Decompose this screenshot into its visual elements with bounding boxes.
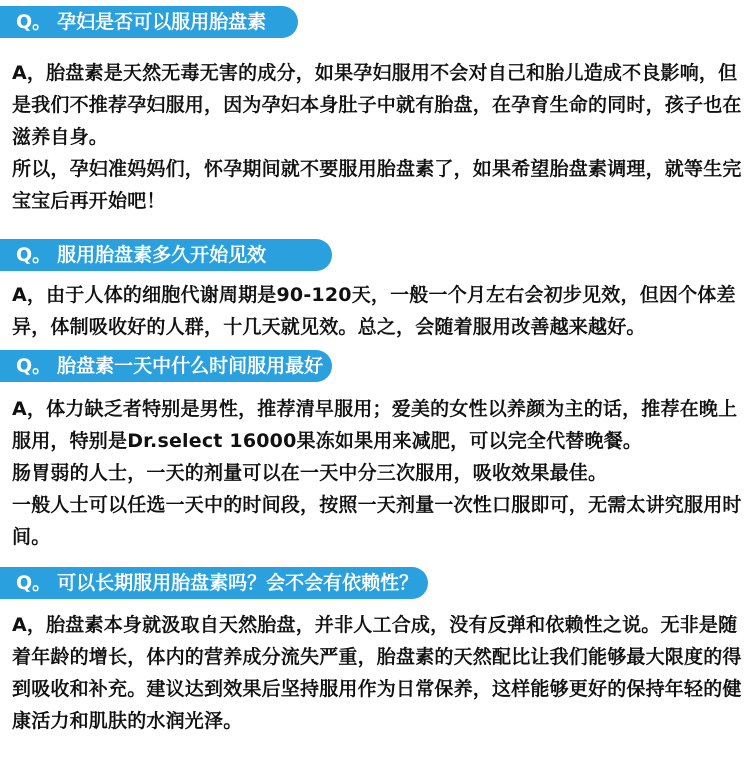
question-banner-2: [0, 239, 332, 271]
answer-3-paragraph-2: 肠胃弱的人士，一天的剂量可以在一天中分三次服用，吸收效果最佳。: [12, 462, 608, 484]
question-text-2: 服用胎盘素多久开始见效: [57, 244, 267, 266]
answer-3-paragraph-3: 一般人士可以任选一天中的时间段，按照一天剂量一次性口服即可，无需太讲究服用时间。: [12, 494, 742, 548]
answer-4: [12, 609, 744, 737]
question-banner-1: [0, 6, 298, 38]
question-mark-3: Q。: [16, 355, 52, 377]
answer-1: [12, 57, 744, 217]
answer-1-paragraph-1: A，胎盘素是天然无毒无害的成分，如果孕妇服用不会对自己和胎儿造成不良影响，但是我们不推荐孕妇服用，因为孕妇本身肚子中就有胎盘，在孕育生命的同时，孩子也在滋养自身。: [12, 62, 742, 148]
question-text-4: 可以长期服用胎盘素吗？会不会有依赖性？: [57, 572, 419, 594]
answer-2-paragraph-1: A，由于人体的细胞代谢周期是90-120天，一般一个月左右会初步见效，但因个体差异，体制吸收好的人群，十几天就见效。总之，会随着服用改善越来越好。: [12, 284, 736, 338]
question-mark-1: Q。: [16, 11, 52, 33]
question-mark-2: Q。: [16, 244, 52, 266]
answer-3-paragraph-1: A，体力缺乏者特别是男性，推荐清早服用；爱美的女性以养颜为主的话，推荐在晚上服用，特别是Dr.select 16000果冻如果用来减肥，可以完全代替晚餐。: [12, 398, 738, 452]
answer-2: [12, 279, 744, 343]
question-banner-3: [0, 350, 332, 382]
question-text-1: 孕妇是否可以服用胎盘素: [57, 11, 267, 33]
question-text-3: 胎盘素一天中什么时间服用最好: [57, 355, 324, 377]
question-banner-4: [0, 567, 428, 599]
question-mark-4: Q。: [16, 572, 52, 594]
answer-4-paragraph-1: A，胎盘素本身就汲取自天然胎盘，并非人工合成，没有反弹和依赖性之说。无非是随着年龄的增长，体内的营养成分流失严重，胎盘素的天然配比让我们能够最大限度的得到吸收和补充。建议达到效果后坚持服用作为日常保养，这样能够更好的保持年轻的健康活力和肌肤的水润光泽。: [12, 614, 742, 732]
answer-3: [12, 393, 744, 553]
answer-1-paragraph-2: 所以，孕妇准妈妈们，怀孕期间就不要服用胎盘素了，如果希望胎盘素调理，就等生完宝宝后再开始吧！: [12, 158, 742, 212]
